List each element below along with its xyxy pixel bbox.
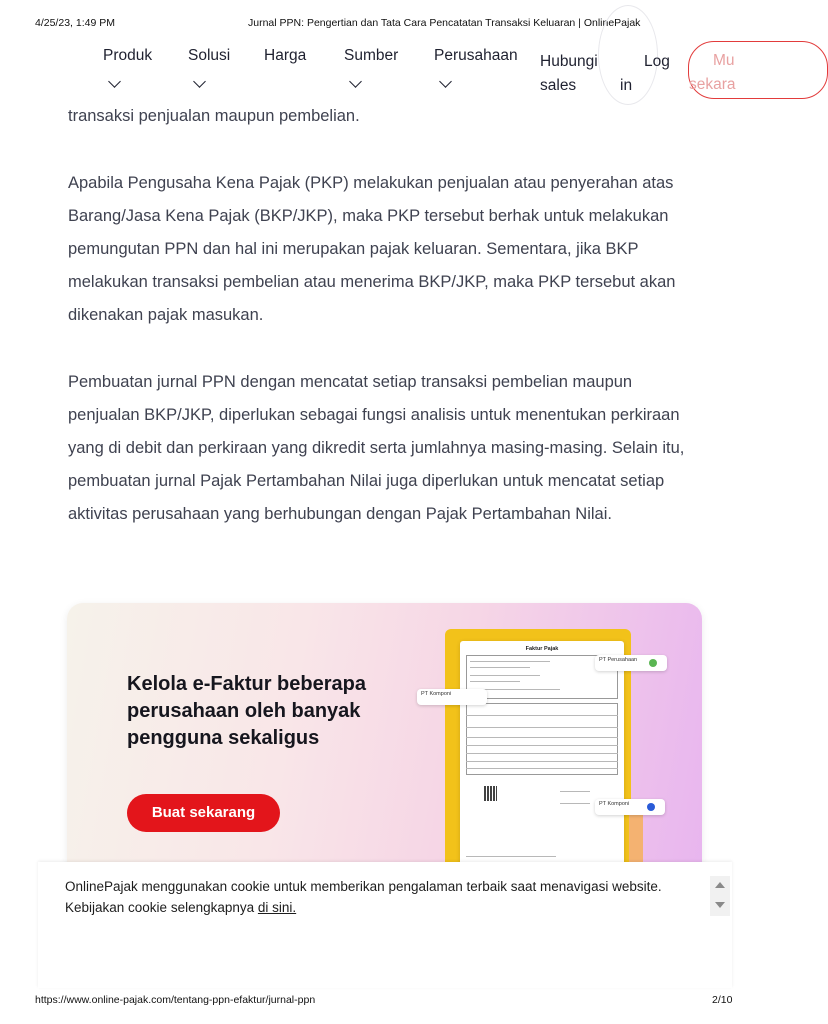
doc-line	[470, 667, 530, 668]
article-body	[68, 100, 708, 565]
print-page-title: Jurnal PPN: Pengertian dan Tata Cara Pencatatan Transaksi Keluaran | OnlinePajak	[248, 17, 641, 29]
nav-item-label: Harga	[264, 47, 307, 64]
cta-line2: sekara	[689, 76, 736, 93]
start-now-button[interactable]	[688, 41, 828, 99]
doc-line	[466, 727, 618, 728]
company-chip-label: PT Perusahaan	[599, 657, 638, 663]
cookie-text	[65, 876, 685, 918]
nav-item-perusahaan[interactable]	[434, 47, 518, 65]
doc-line	[466, 768, 618, 769]
chevron-down-icon	[108, 75, 121, 88]
nav-item-sumber[interactable]	[344, 47, 398, 65]
doc-line	[470, 661, 550, 662]
avatar	[649, 659, 657, 667]
nav-item-label: Perusahaan	[434, 47, 518, 64]
login-line2: in	[620, 77, 633, 94]
create-now-button[interactable]: Buat sekarang	[127, 794, 280, 832]
article-paragraph: transaksi penjualan maupun pembelian.	[68, 107, 360, 125]
nav-item-label: Sumber	[344, 47, 399, 64]
article-paragraph: Pembuatan jurnal PPN dengan mencatat setiap transaksi pembelian maupun penjualan BKP/JKP, diperlukan sebagai fungsi analisis untuk menentukan perkiraan yang di debit dan perkiraan yang dikredit serta jumlahnya masing-masing. Selain itu, pembuatan jurnal Pajak Pertambahan Nilai juga diperlukan untuk mencatat setiap aktivitas perusahaan yang berhubungan dengan Pajak Pertambahan Nilai.	[68, 373, 685, 523]
nav-item-label: Solusi	[188, 47, 231, 64]
cookie-message: OnlinePajak menggunakan cookie untuk memberikan pengalaman terbaik saat menavigasi website. Kebijakan cookie selengkapnya	[65, 879, 662, 915]
cta-line1: Mu	[713, 52, 735, 69]
doc-line	[466, 715, 618, 716]
chevron-down-icon	[439, 75, 452, 88]
doc-line	[560, 791, 590, 792]
login-line1: Log	[644, 53, 670, 70]
doc-table	[466, 703, 618, 775]
chevron-down-icon	[349, 75, 362, 88]
company-chip-label: PT Komponi	[599, 801, 630, 807]
nav-item-produk[interactable]	[103, 47, 152, 65]
print-footer	[0, 994, 768, 1008]
doc-title: Faktur Pajak	[525, 646, 559, 652]
doc-line	[466, 856, 556, 857]
company-chip	[417, 689, 487, 705]
login-link[interactable]	[620, 50, 680, 98]
doc-line	[466, 737, 618, 738]
avatar	[647, 803, 655, 811]
scroll-down-icon[interactable]	[715, 902, 725, 908]
doc-line	[560, 803, 590, 804]
nav-item-solusi[interactable]	[188, 47, 230, 65]
company-chip-label: PT Komponi	[421, 691, 452, 697]
cookie-scrollbar[interactable]	[710, 876, 730, 916]
top-navbar	[38, 35, 736, 109]
scroll-up-icon[interactable]	[715, 882, 725, 888]
doc-line	[466, 745, 618, 746]
cookie-notice	[38, 862, 732, 988]
print-timestamp: 4/25/23, 1:49 PM	[35, 17, 115, 29]
doc-line	[470, 681, 520, 682]
contact-sales-line1: Hubungi	[540, 53, 598, 70]
banner-headline: Kelola e-Faktur beberapa perusahaan oleh banyak pengguna sekaligus	[127, 673, 366, 749]
print-page-number: 2/10	[712, 994, 733, 1006]
cookie-policy-link[interactable]: di sini.	[257, 900, 297, 915]
doc-line	[466, 761, 618, 762]
doc-line	[466, 753, 618, 754]
doc-line	[470, 675, 540, 676]
company-chip	[595, 799, 665, 815]
nav-item-harga[interactable]	[264, 47, 306, 65]
company-chip	[595, 655, 667, 671]
contact-sales-line2: sales	[540, 77, 577, 94]
qr-code-icon	[484, 786, 497, 801]
efaktur-promo-banner	[67, 603, 702, 893]
article-paragraph: Apabila Pengusaha Kena Pajak (PKP) melakukan penjualan atau penyerahan atas Barang/Jasa Kena Pajak (BKP/JKP), maka PKP tersebut berhak untuk melakukan pemungutan PPN dan hal ini merupakan pajak keluaran. Sementara, jika BKP melakukan transaksi pembelian atau menerima BKP/JKP, maka PKP tersebut akan dikenakan pajak masukan.	[68, 174, 676, 324]
chevron-down-icon	[193, 75, 206, 88]
nav-item-label: Produk	[103, 47, 153, 64]
print-url: https://www.online-pajak.com/tentang-ppn-efaktur/jurnal-ppn	[35, 994, 316, 1006]
